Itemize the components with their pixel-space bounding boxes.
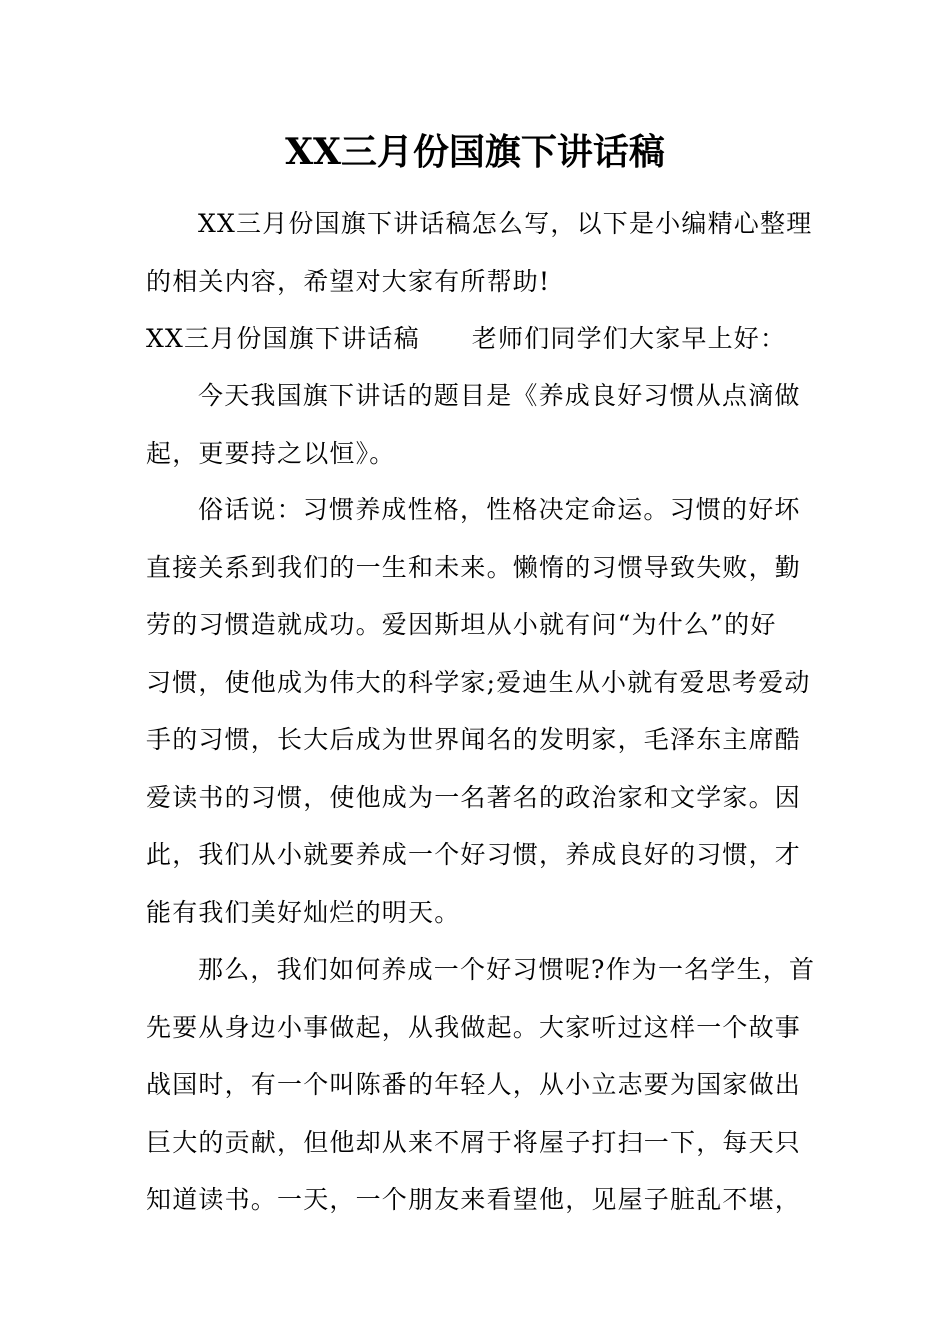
paragraph-line: 起，更要持之以恒》。 [146,438,396,468]
paragraph-line: 习惯，使他成为伟大的科学家;爱迪生从小就有爱思考爱动 [146,667,811,697]
paragraph-line: 劳的习惯造就成功。爱因斯坦从小就有问“为什么”的好 [146,610,777,639]
paragraph-line: XX三月份国旗下讲话稿怎么写，以下是小编精心整理 [198,209,813,238]
paragraph-line: 巨大的贡献，但他却从来不屑于将屋子打扫一下，每天只 [146,1127,802,1157]
paragraph-line: 知道读书。一天，一个朋友来看望他，见屋子脏乱不堪， [146,1185,802,1214]
paragraph-habits [146,481,811,941]
paragraph-line: 今天我国旗下讲话的题目是《养成良好习惯从点滴做 [198,381,801,410]
paragraph-line: 直接关系到我们的一生和未来。懒惰的习惯导致失败，勤 [146,552,802,582]
speech-heading: XX三月份国旗下讲话稿 [146,324,420,353]
document-title: XX三月份国旗下讲话稿 [285,131,665,173]
paragraph-line: 此，我们从小就要养成一个好习惯，养成良好的习惯，才 [146,840,802,869]
paragraph-line: 先要从身边小事做起，从我做起。大家听过这样一个故事 [146,1012,802,1042]
paragraph-topic [146,367,808,482]
paragraph-line: 能有我们美好灿烂的明天。 [146,897,461,927]
paragraph-line: 的相关内容，希望对大家有所帮助! [146,266,551,296]
paragraph-line: 爱读书的习惯，使他成为一名著名的政治家和文学家。因 [146,782,802,812]
paragraph-line: 俗话说：习惯养成性格，性格决定命运。习惯的好坏 [198,495,801,524]
speech-heading-line [146,310,808,368]
intro-paragraph [146,195,813,310]
paragraph-line: 那么，我们如何养成一个好习惯呢?作为一名学生，首 [198,955,816,984]
paragraph-line: 手的习惯，长大后成为世界闻名的发明家，毛泽东主席酷 [146,725,802,754]
speech-greeting: 老师们同学们大家早上好： [471,324,787,353]
paragraph-story [146,941,816,1229]
paragraph-line: 战国时，有一个叫陈番的年轻人，从小立志要为国家做出 [146,1070,802,1099]
